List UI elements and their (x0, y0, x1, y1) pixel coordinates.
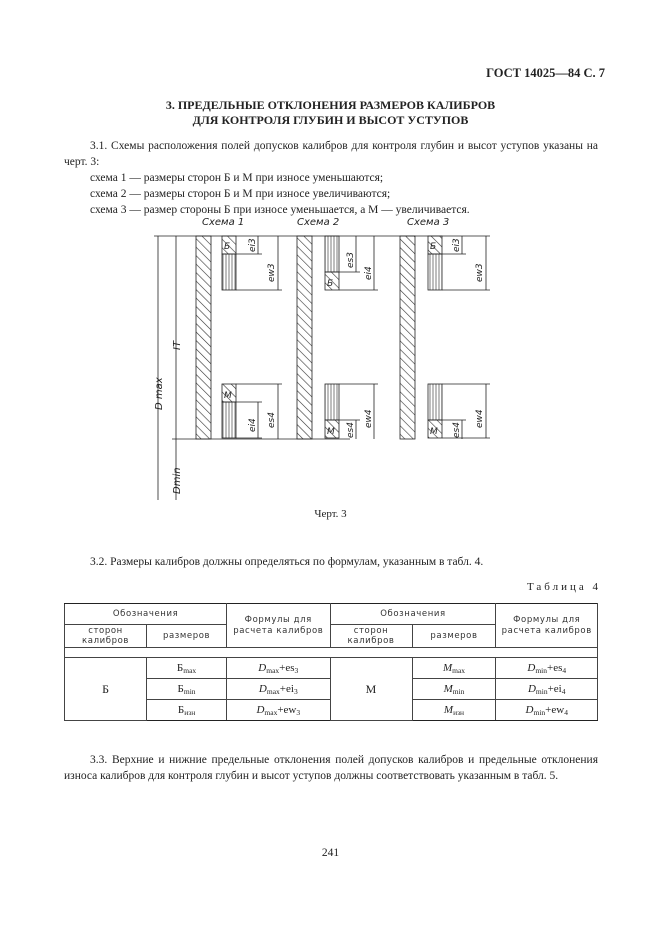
section-title-line2: ДЛЯ КОНТРОЛЯ ГЛУБИН И ВЫСОТ УСТУПОВ (192, 113, 469, 127)
it-label: IT (172, 340, 183, 350)
page-header: ГОСТ 14025—84 С. 7 (486, 66, 605, 80)
size-cell: $M_{min}$ (412, 679, 496, 700)
size-cell: $M_{max}$ (412, 658, 496, 679)
side-b-label-3: Б (430, 242, 437, 252)
scheme-2-description: схема 2 — размеры сторон Б и М при износе увеличиваются; (90, 188, 391, 200)
table-4 (64, 603, 598, 721)
size-cell: $Б_{min}$ (147, 679, 227, 700)
header-formulas: Формулы для расчета калибров (227, 604, 330, 648)
header-sizes-2: размеров (412, 625, 496, 648)
side-m-label-2: М (327, 427, 335, 437)
table-row (65, 658, 598, 679)
side-m-label-3: М (430, 427, 438, 437)
side-b-label-2: Б (327, 279, 334, 289)
ew3-label-1: ew3 (267, 263, 277, 282)
ei3-label-3: ei3 (452, 238, 462, 252)
es4-label-2: es4 (346, 422, 356, 438)
side-b-cell: Б (65, 658, 147, 721)
formula-cell: $D_{max}+ei_3$ (227, 679, 330, 700)
size-cell: $M_{изн}$ (412, 700, 496, 721)
dmin-label: Dmin (172, 467, 183, 494)
ei4-label-2: ei4 (364, 266, 374, 280)
header-formulas-2: Формулы для расчета калибров (496, 604, 598, 648)
side-b-label-1: Б (224, 242, 231, 252)
header-sizes: размеров (147, 625, 227, 648)
scheme-1-description: схема 1 — размеры сторон Б и М при износе уменьшаются; (90, 172, 384, 184)
page-number: 241 (321, 847, 340, 859)
formula-cell: $D_{max}+es_3$ (227, 658, 330, 679)
formula-cell: $D_{min}+ew_4$ (496, 700, 598, 721)
scheme-2-label: Схема 2 (297, 217, 340, 228)
header-designation: Обозначения (65, 604, 227, 625)
ew4-label-3: ew4 (475, 409, 485, 428)
scheme-1-label: Схема 1 (202, 217, 245, 228)
tolerance-diagram (150, 210, 510, 500)
es4-label-3: es4 (452, 422, 462, 438)
es4-label-1: es4 (267, 412, 277, 428)
header-sides-2: сторон калибров (330, 625, 412, 648)
section-title-line1: 3. ПРЕДЕЛЬНЫЕ ОТКЛОНЕНИЯ РАЗМЕРОВ КАЛИБРОВ (165, 98, 496, 112)
ei4-label-1: ei4 (248, 418, 258, 432)
ew4-label-2: ew4 (364, 409, 374, 428)
paragraph-3-3: 3.3. Верхние и нижние предельные отклонения полей допусков калибров и предельные отклонения износа калибров для контроля глубин и высот уступов должны соответствовать указанным в табл. 5. (64, 754, 598, 782)
ei3-label-1: ei3 (248, 238, 258, 252)
figure-caption: Черт. 3 (314, 508, 347, 520)
side-m-label-1: М (224, 391, 232, 401)
scheme-3-description: схема 3 — размер стороны Б при износе уменьшается, а М — увеличивается. (90, 204, 470, 216)
table-title: Таблица 4 (526, 581, 601, 593)
size-cell: $Б_{изн}$ (147, 700, 227, 721)
formula-cell: $D_{min}+es_4$ (496, 658, 598, 679)
size-cell: $Б_{max}$ (147, 658, 227, 679)
paragraph-3-1: 3.1. Схемы расположения полей допусков калибров для контроля глубин и высот уступов указаны на черт. 3: (64, 140, 598, 168)
side-m-cell: М (330, 658, 412, 721)
es3-label-2: es3 (346, 252, 356, 268)
formula-cell: $D_{min}+ei_4$ (496, 679, 598, 700)
header-designation-2: Обозначения (330, 604, 496, 625)
formula-cell: $D_{max}+ew_3$ (227, 700, 330, 721)
scheme-3-label: Схема 3 (407, 217, 450, 228)
ew3-label-3: ew3 (475, 263, 485, 282)
dmax-label: D max (154, 377, 165, 410)
paragraph-3-2: 3.2. Размеры калибров должны определяться по формулам, указанным в табл. 4. (90, 556, 484, 568)
header-sides: сторон калибров (65, 625, 147, 648)
